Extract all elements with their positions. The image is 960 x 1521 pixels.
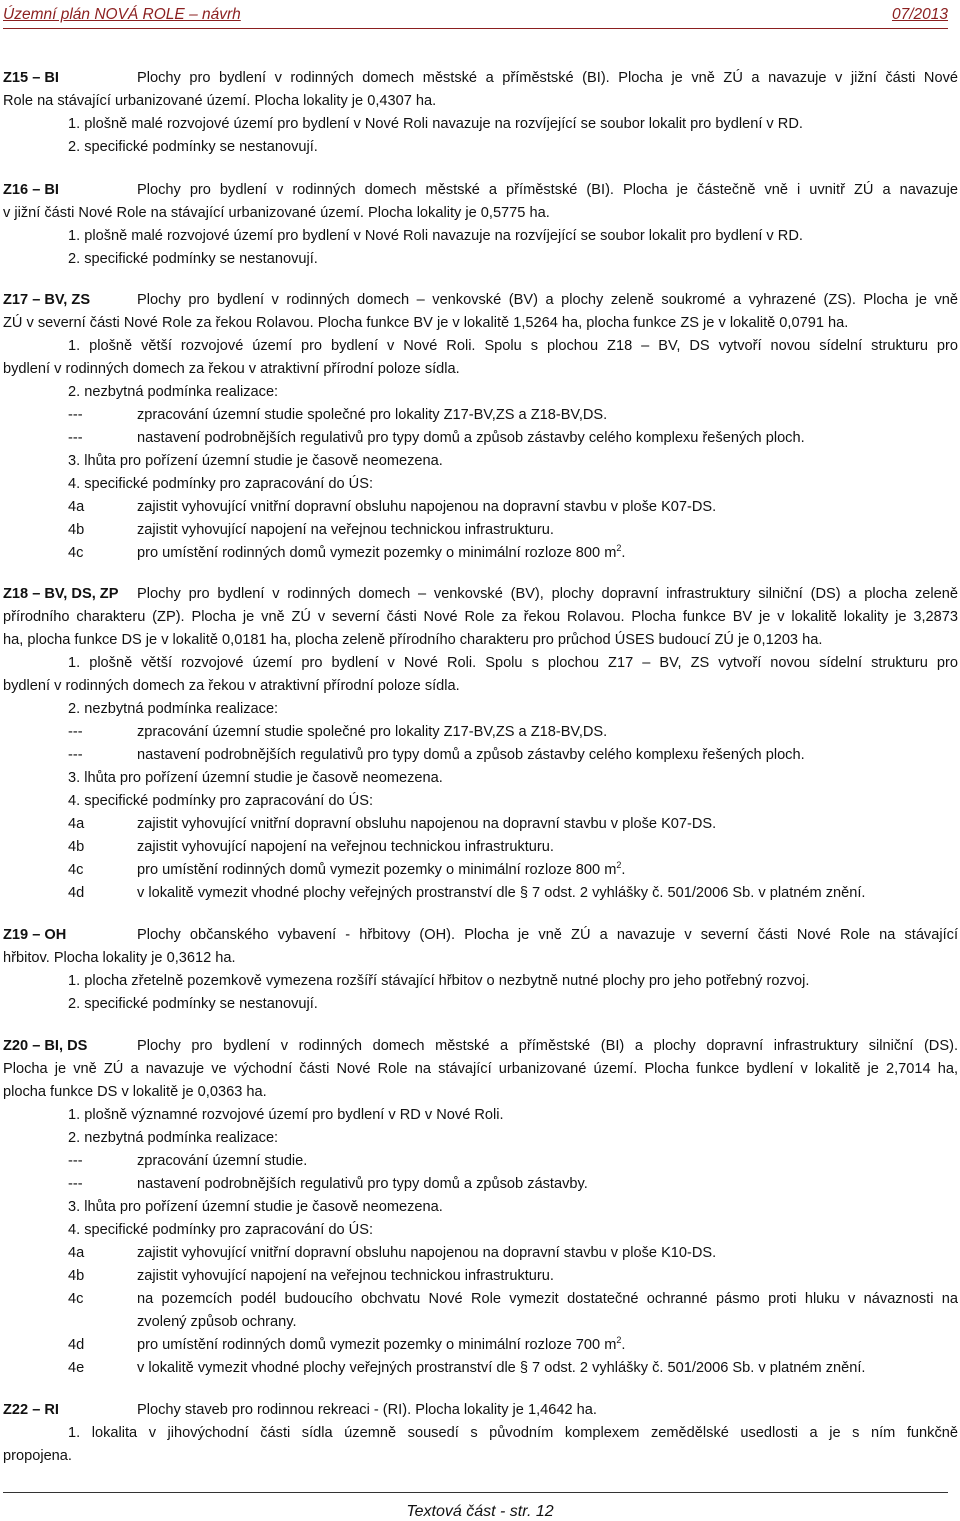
item-text: zajistit vyhovující vnitřní dopravní obsluhu napojenou na dopravní stavbu v ploše K10-DS. [137, 1245, 717, 1261]
section-intro: Plochy pro bydlení v rodinných domech – venkovské (BV) a plochy zeleně soukromé a vyhrazené (ZS). Plocha je vně [137, 292, 958, 308]
item-marker: 4b [68, 522, 85, 538]
document-date: 07/2013 [891, 6, 948, 23]
condition-2: 2. nezbytná podmínka realizace: [68, 701, 279, 717]
condition-1: 1. plošně malé rozvojové území pro bydlení v Nové Roli navazuje na rozvíjející se soubor lokalit pro bydlení v RD. [68, 228, 803, 244]
condition-1-cont: bydlení v rodinných domech za řekou v atraktivní přírodní poloze sídla. [3, 678, 460, 694]
section-code: Z16 – BI [3, 182, 59, 198]
condition-1: 1. plošně větší rozvojové území pro bydlení v Nové Roli. Spolu s plochou Z18 – BV, DS vytvoří novou sídelní strukturu pro [68, 338, 958, 354]
condition-1: 1. plošně malé rozvojové území pro bydlení v Nové Roli navazuje na rozvíjející se soubor lokalit pro bydlení v RD. [68, 116, 803, 132]
item-text: v lokalitě vymezit vhodné plochy veřejných prostranství dle § 7 odst. 2 vyhlášky č. 501/2006 Sb. v platném znění. [137, 885, 866, 901]
dash-marker: --- [68, 747, 83, 763]
item-marker: 4c [68, 862, 84, 878]
item-text-cont: zvolený způsob ochrany. [137, 1314, 297, 1330]
item-marker: 4b [68, 839, 85, 855]
page-footer: Textová část - str. 12 [406, 1503, 554, 1520]
item-marker: 4c [68, 545, 84, 561]
condition-4: 4. specifické podmínky pro zapracování do ÚS: [68, 1222, 374, 1238]
condition-1: 1. plošně větší rozvojové území pro bydlení v Nové Roli. Spolu s plochou Z17 – BV, ZS vytvoří novou sídelní strukturu pro [68, 655, 958, 671]
section-intro-cont: ZÚ v severní části Nové Role za řekou Rolavou. Plocha funkce BV je v lokalitě 1,5264 ha, plocha funkce ZS je v lokalitě 0,0791 ha. [3, 315, 849, 331]
section-intro-cont: přírodního charakteru (ZP). Plocha je vně ZÚ v severní části Nové Role za řekou Rolavou. Plocha funkce BV je v lokalitě lokality je 3,2873 [3, 609, 958, 625]
item-marker: 4e [68, 1360, 85, 1376]
dash-marker: --- [68, 724, 83, 740]
section-code: Z22 – RI [3, 1402, 59, 1418]
section-code: Z17 – BV, ZS [3, 292, 91, 308]
section-intro-cont: Role na stávající urbanizované území. Plocha lokality je 0,4307 ha. [3, 93, 437, 109]
condition-3: 3. lhůta pro pořízení územní studie je časově neomezena. [68, 770, 443, 786]
section-intro-cont: ha, plocha funkce DS je v lokalitě 0,0181 ha, plocha zeleně přírodního charakteru pro průchod ÚSES budoucí ZÚ je 0,1203 ha. [3, 632, 823, 648]
item-text: zajistit vyhovující napojení na veřejnou technickou infrastrukturu. [137, 839, 554, 855]
condition-3: 3. lhůta pro pořízení územní studie je časově neomezena. [68, 453, 443, 469]
document-title: Územní plán NOVÁ ROLE – návrh [3, 6, 241, 23]
section-intro: Plochy pro bydlení v rodinných domech – venkovské (BV), plochy dopravní infrastruktury silniční (DS) a plocha zeleně [137, 586, 958, 602]
section-code: Z18 – BV, DS, ZP [3, 586, 119, 602]
item-text: pro umístění rodinných domů vymezit pozemky o minimální rozloze 800 $m^2$. [137, 860, 626, 878]
dash-item: zpracování územní studie společné pro lokality Z17-BV,ZS a Z18-BV,DS. [137, 407, 608, 423]
item-text: zajistit vyhovující napojení na veřejnou technickou infrastrukturu. [137, 1268, 554, 1284]
section-code: Z19 – OH [3, 927, 67, 943]
dash-item: nastavení podrobnějších regulativů pro typy domů a způsob zástavby celého komplexu řešených ploch. [137, 747, 805, 763]
item-text: zajistit vyhovující vnitřní dopravní obsluhu napojenou na dopravní stavbu v ploše K07-DS. [137, 816, 717, 832]
footer-divider [3, 1492, 948, 1493]
section-code: Z15 – BI [3, 70, 59, 86]
item-text: na pozemcích podél budoucího obchvatu Nové Role vymezit dostatečné ochranné pásmo proti hluku v návaznosti na [137, 1291, 958, 1307]
section-intro: Plochy pro bydlení v rodinných domech městské a příměstské (BI) a plochy dopravní infrastruktury silniční (DS). [137, 1038, 958, 1054]
item-text: zajistit vyhovující vnitřní dopravní obsluhu napojenou na dopravní stavbu v ploše K07-DS. [137, 499, 717, 515]
page-header [3, 4, 948, 29]
item-marker: 4a [68, 1245, 85, 1261]
condition-4: 4. specifické podmínky pro zapracování do ÚS: [68, 793, 374, 809]
dash-marker: --- [68, 407, 83, 423]
item-marker: 4d [68, 885, 85, 901]
item-text: v lokalitě vymezit vhodné plochy veřejných prostranství dle § 7 odst. 2 vyhlášky č. 501/2006 Sb. v platném znění. [137, 1360, 866, 1376]
item-marker: 4a [68, 499, 85, 515]
condition-1: 1. plošně významné rozvojové území pro bydlení v RD v Nové Roli. [68, 1107, 504, 1123]
condition-1: 1. lokalita v jihovýchodní části sídla územně sousedí s původním komplexem zemědělské usedlosti a je s ním funkčně [68, 1425, 958, 1441]
condition-2: 2. specifické podmínky se nestanovují. [68, 251, 318, 267]
section-intro-cont: plocha funkce DS v lokalitě je 0,0363 ha. [3, 1084, 267, 1100]
section-code: Z20 – BI, DS [3, 1038, 88, 1054]
item-text: pro umístění rodinných domů vymezit pozemky o minimální rozloze 700 $m^2$. [137, 1335, 626, 1353]
dash-item: zpracování územní studie společné pro lokality Z17-BV,ZS a Z18-BV,DS. [137, 724, 608, 740]
item-marker: 4b [68, 1268, 85, 1284]
condition-2: 2. specifické podmínky se nestanovují. [68, 139, 318, 155]
condition-1: 1. plocha zřetelně pozemkově vymezena rozšíří stávající hřbitov o nezbytně nutné plochy pro jeho potřebný rozvoj. [68, 973, 810, 989]
condition-2: 2. nezbytná podmínka realizace: [68, 1130, 279, 1146]
dash-marker: --- [68, 1153, 83, 1169]
dash-marker: --- [68, 1176, 83, 1192]
dash-item: nastavení podrobnějších regulativů pro typy domů a způsob zástavby celého komplexu řešených ploch. [137, 430, 805, 446]
section-intro: Plochy občanského vybavení - hřbitovy (OH). Plocha je vně ZÚ a navazuje v severní části Nové Role na stávající [137, 927, 958, 943]
item-marker: 4c [68, 1291, 84, 1307]
item-text: pro umístění rodinných domů vymezit pozemky o minimální rozloze 800 $m^2$. [137, 543, 626, 561]
item-marker: 4d [68, 1337, 85, 1353]
section-intro-cont: Plocha je vně ZÚ a navazuje ve východní části Nové Role na stávající urbanizované území. Plocha funkce bydlení v lokalitě je 2,7014 ha, [3, 1061, 958, 1077]
condition-1-cont: propojena. [3, 1448, 72, 1464]
item-text: zajistit vyhovující napojení na veřejnou technickou infrastrukturu. [137, 522, 554, 538]
condition-2: 2. specifické podmínky se nestanovují. [68, 996, 318, 1012]
section-intro: Plochy pro bydlení v rodinných domech městské a příměstské (BI). Plocha je vně ZÚ a navazuje v jižní části Nové [137, 70, 958, 86]
item-marker: 4a [68, 816, 85, 832]
dash-marker: --- [68, 430, 83, 446]
condition-2: 2. nezbytná podmínka realizace: [68, 384, 279, 400]
condition-4: 4. specifické podmínky pro zapracování do ÚS: [68, 476, 374, 492]
condition-1-cont: bydlení v rodinných domech za řekou v atraktivní přírodní poloze sídla. [3, 361, 460, 377]
condition-3: 3. lhůta pro pořízení územní studie je časově neomezena. [68, 1199, 443, 1215]
section-intro: Plochy pro bydlení v rodinných domech městské a příměstské (BI). Plocha je částečně vně i uvnitř ZÚ a navazuje [137, 182, 958, 198]
section-intro-cont: hřbitov. Plocha lokality je 0,3612 ha. [3, 950, 236, 966]
section-intro-cont: v jižní části Nové Role na stávající urbanizované území. Plocha lokality je 0,5775 ha. [3, 205, 550, 221]
section-intro: Plochy staveb pro rodinnou rekreaci - (RI). Plocha lokality je 1,4642 ha. [137, 1402, 597, 1418]
dash-item: nastavení podrobnějších regulativů pro typy domů a způsob zástavby. [137, 1176, 588, 1192]
dash-item: zpracování územní studie. [137, 1153, 308, 1169]
